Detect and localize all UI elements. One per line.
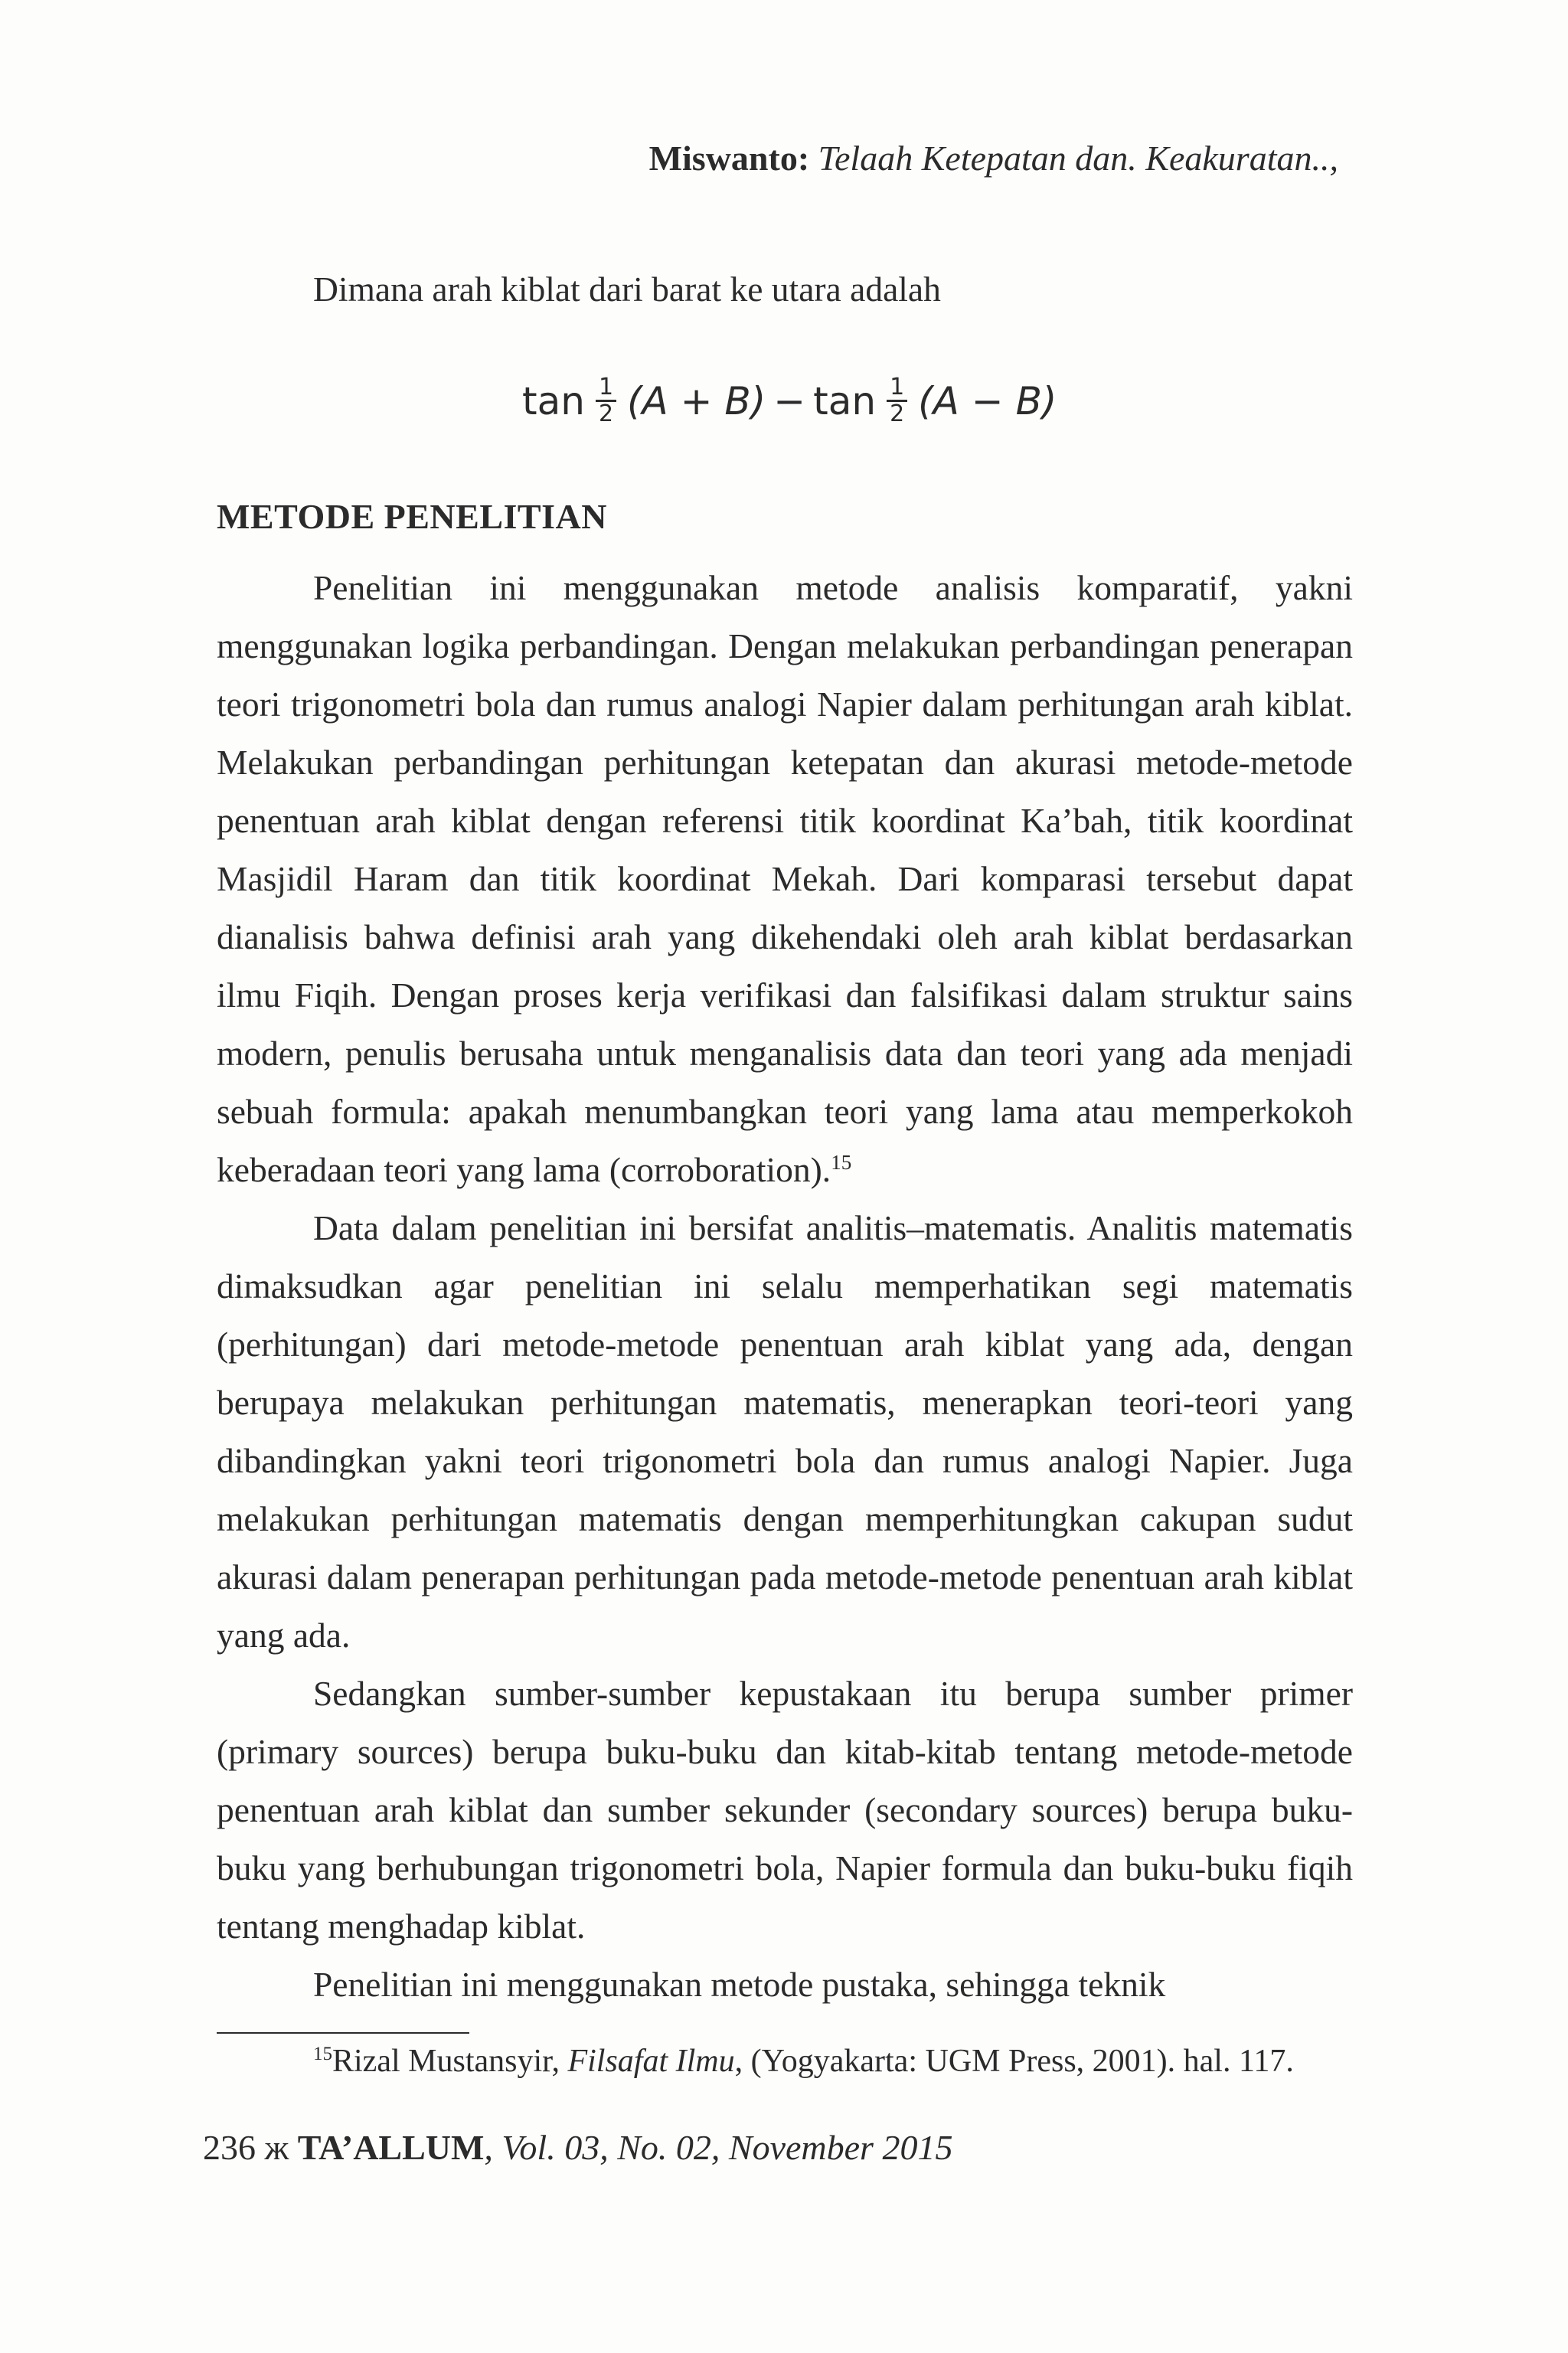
frac-numerator: 1	[887, 375, 907, 402]
footnote	[313, 2043, 1294, 2080]
paragraph-1	[217, 559, 1353, 1199]
page-footer	[203, 2127, 952, 2168]
formula-half-2	[887, 375, 907, 426]
formula-group-1: (A + B)	[627, 378, 766, 423]
paragraph-4: Penelitian ini menggunakan metode pustaka, sehingga teknik	[313, 1965, 1166, 2004]
formula-tan-2: tan	[813, 378, 877, 423]
footnote-author: Rizal Mustansyir,	[332, 2044, 568, 2079]
footnote-rule	[217, 2032, 469, 2034]
section-body	[217, 559, 1353, 2014]
page-number: 236	[203, 2128, 256, 2167]
frac-numerator: 1	[596, 375, 616, 402]
paragraph-2: Data dalam penelitian ini bersifat analitis–matematis. Analitis matematis dimaksudkan agar penelitian ini selalu memperhatikan segi matematis (perhitungan) dari metode-metode penentuan arah kiblat yang ada, dengan berupaya melakukan perhitungan matematis, menerapkan teori-teori yang dibandingkan yakni teori trigonometri bola dan rumus analogi Napier. Juga melakukan perhitungan matematis dengan memperhitungkan cakupan sudut akurasi dalam penerapan perhitungan pada metode-metode penentuan arah kiblat yang ada.	[217, 1208, 1353, 1655]
frac-denominator: 2	[890, 400, 905, 427]
running-head	[649, 138, 1338, 178]
paragraph-text: Penelitian ini menggunakan metode analisis komparatif, yakni menggunakan logika perbandingan. Dengan melakukan perbandingan penerapan teori trigonometri bola dan rumus analogi Napier dalam perhitungan arah kiblat. Melakukan perbandingan perhitungan ketepatan dan akurasi metode-metode penentuan arah kiblat dengan referensi titik koordinat Ka’bah, titik koordinat Masjidil Haram dan titik koordinat Mekah. Dari komparasi tersebut dapat dianalisis bahwa definisi arah yang dikehendaki oleh arah kiblat berdasarkan ilmu Fiqih. Dengan proses kerja verifikasi dan falsifikasi dalam struktur sains modern, penulis berusaha untuk menganalisis data dan teori yang ada menjadi sebuah formula: apakah menumbangkan teori yang lama atau memperkokoh keberadaan teori yang lama (corroboration).	[217, 568, 1353, 1189]
formula-minus: −	[773, 378, 806, 423]
frac-denominator: 2	[598, 400, 614, 427]
journal-name: TA’ALLUM	[297, 2128, 485, 2167]
footer-separator: ж	[264, 2128, 289, 2167]
footnote-book: Filsafat Ilmu	[567, 2044, 735, 2079]
formula-half-1	[596, 375, 616, 426]
footnote-rest: , (Yogyakarta: UGM Press, 2001). hal. 117.	[734, 2044, 1294, 2079]
running-head-title: Telaah Ketepatan dan. Keakuratan..,	[818, 139, 1338, 178]
section-heading: METODE PENELITIAN	[217, 497, 607, 536]
intro-text: Dimana arah kiblat dari barat ke utara adalah	[313, 270, 941, 309]
journal-issue: , Vol. 03, No. 02, November 2015	[484, 2128, 953, 2167]
footnote-ref: 15	[831, 1150, 852, 1174]
formula-tan-1: tan	[522, 378, 585, 423]
qibla-formula	[522, 375, 1057, 426]
footnote-number: 15	[313, 2044, 332, 2064]
formula-group-2: (A − B)	[918, 378, 1057, 423]
intro-sentence	[217, 260, 1353, 319]
paragraph-3: Sedangkan sumber-sumber kepustakaan itu berupa sumber primer (primary sources) berupa buku-buku dan kitab-kitab tentang metode-metode penentuan arah kiblat dan sumber sekunder (secondary sources) berupa buku-buku yang berhubungan trigonometri bola, Napier formula dan buku-buku fiqih tentang menghadap kiblat.	[217, 1674, 1353, 1946]
running-head-author: Miswanto:	[648, 139, 810, 178]
